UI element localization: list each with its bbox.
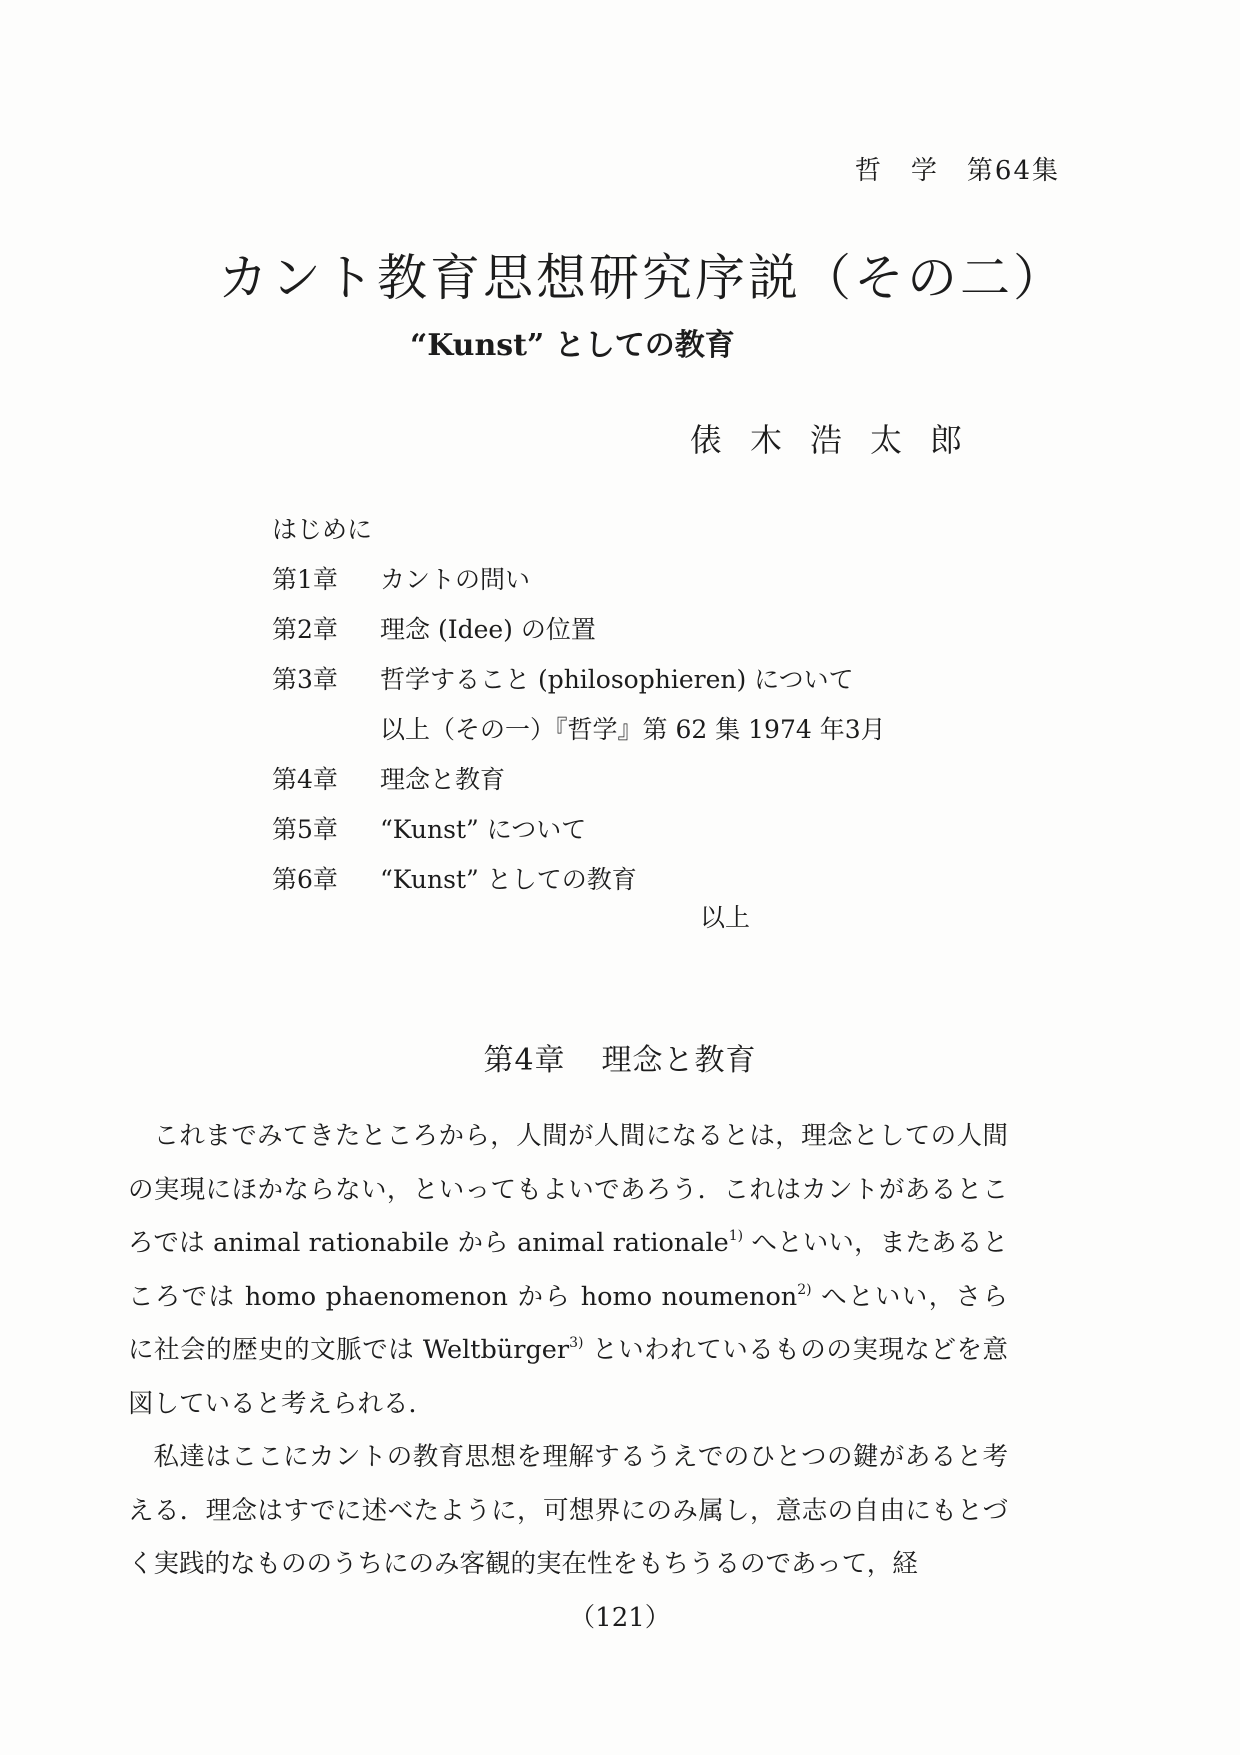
author-name: 俵木浩太郎	[690, 421, 991, 459]
toc-chapter-number: 第1章	[272, 565, 338, 594]
toc-chapter-number: 第4章	[272, 765, 338, 794]
toc-chapter-number: 第2章	[272, 615, 338, 644]
toc-chapter	[272, 855, 1032, 905]
footnote-ref: 3)	[569, 1335, 584, 1351]
toc-chapter	[272, 805, 1032, 855]
page-number: （121）	[569, 1603, 671, 1633]
section-heading	[0, 1035, 1240, 1079]
toc-chapter-label: “Kunst” としての教育	[380, 865, 637, 894]
toc-chapter-label: 理念と教育	[380, 765, 506, 794]
toc-intro: はじめに	[272, 515, 373, 544]
table-of-contents	[272, 505, 1032, 905]
toc-chapter-number: 第5章	[272, 815, 338, 844]
body-text	[128, 1110, 1008, 1592]
toc-chapter	[272, 605, 1032, 655]
toc-chapter-number: 第6章	[272, 865, 338, 894]
toc-previous-part-note: 以上（その一）『哲学』第 62 集 1974 年3月	[380, 715, 886, 744]
paragraph-text: これまでみてきたところから，人間が人間になるとは，理念としての人間の実現にほかならない，といってもよいであろう．これはカントがあるところでは animal rationabile から animal rationale	[128, 1121, 1008, 1258]
paragraph: 私達はここにカントの教育思想を理解するうえでのひとつの鍵があると考える．理念はすでに述べたように，可想界にのみ属し，意志の自由にもとづく実践的なもののうちにのみ客観的実在性をもちうるのであって，経	[128, 1442, 1008, 1579]
toc-chapter-label: 哲学すること (philosophieren) について	[380, 665, 854, 694]
running-head	[855, 150, 1060, 187]
toc-chapter	[272, 755, 1032, 805]
paragraph-text: へといい，またあるところでは homo phaenomenon から homo noumenon	[128, 1228, 1009, 1312]
article-title: カント教育思想研究序説（その二）	[218, 249, 1066, 307]
paragraph	[128, 1110, 1008, 1431]
footnote-ref: 1)	[728, 1228, 744, 1244]
toc-end-mark: 以上	[700, 903, 751, 932]
toc-chapter	[272, 655, 1032, 705]
paragraph-text: へといい，さらに社会的歴史的文脈では Weltbürger	[128, 1281, 1009, 1365]
section-title: 理念と教育	[601, 1043, 757, 1078]
article-subtitle: “Kunst” としての教育	[410, 328, 735, 363]
journal-volume: 第64集	[966, 156, 1060, 186]
footnote-ref: 2)	[797, 1281, 812, 1298]
toc-chapter-label: “Kunst” について	[380, 815, 587, 844]
paragraph-text: といわれているものの実現などを意図していると考えられる．	[128, 1335, 1008, 1419]
toc-chapter-number: 第3章	[272, 665, 338, 694]
journal-name: 哲 学	[854, 156, 939, 186]
section-number: 第4章	[483, 1043, 566, 1078]
toc-chapter-label: 理念 (Idee) の位置	[380, 615, 596, 644]
toc-chapter-label: カントの問い	[380, 565, 531, 594]
toc-chapter	[272, 555, 1032, 605]
